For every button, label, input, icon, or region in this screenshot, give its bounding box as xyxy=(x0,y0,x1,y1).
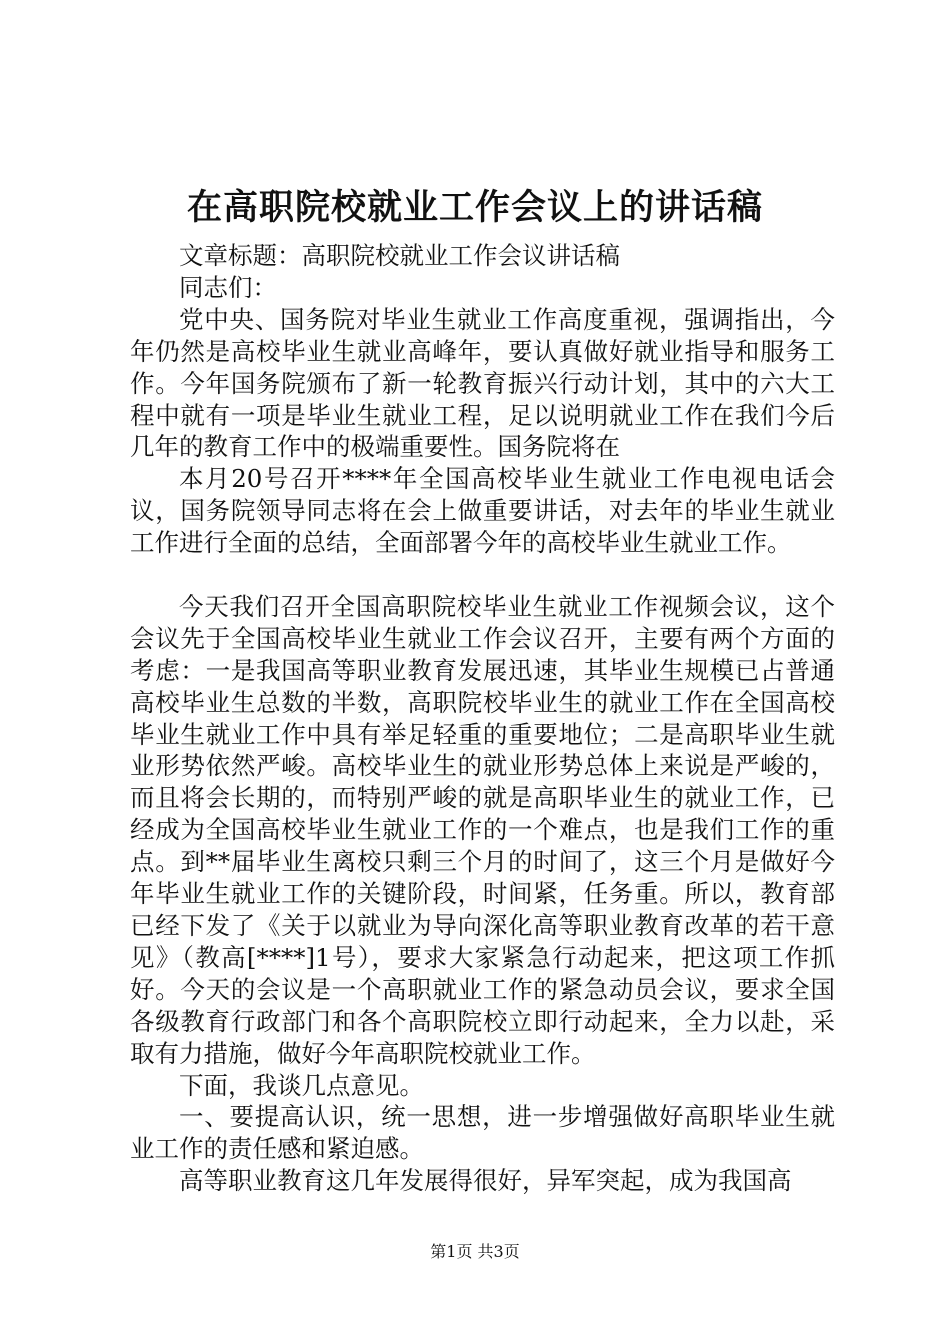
paragraph: 本月20号召开****年全国高校毕业生就业工作电视电话会议，国务院领导同志将在会上做重要讲话，对去年的毕业生就业工作进行全面的总结，全面部署今年的高校毕业生就业工作。 xyxy=(130,464,835,558)
salutation: 同志们： xyxy=(179,272,277,302)
paragraph: 高等职业教育这几年发展得很好，异军突起，成为我国高 xyxy=(179,1166,792,1196)
paragraph: 下面，我谈几点意见。 xyxy=(179,1070,424,1100)
paragraph: 今天我们召开全国高职院校毕业生就业工作视频会议，这个会议先于全国高校毕业生就业工作会议召开，主要有两个方面的考虑：一是我国高等职业教育发展迅速，其毕业生规模已占普通高校毕业生总数的半数，高职院校毕业生的就业工作在全国高校毕业生就业工作中具有举足轻重的重要地位；二是高职毕业生就业形势依然严峻。高校毕业生的就业形势总体上来说是严峻的，而且将会长期的，而特别严峻的就是高职毕业生的就业工作，已经成为全国高校毕业生就业工作的一个难点，也是我们工作的重点。到**届毕业生离校只剩三个月的时间了，这三个月是做好今年毕业生就业工作的关键阶段，时间紧，任务重。所以，教育部已经下发了《关于以就业为导向深化高等职业教育改革的若干意见》（教高[****]1号），要求大家紧急行动起来，把这项工作抓好。今天的会议是一个高职就业工作的紧急动员会议，要求全国各级教育行政部门和各个高职院校立即行动起来，全力以赴，采取有力措施，做好今年高职院校就业工作。 xyxy=(130,591,835,1068)
article-title-line: 文章标题：高职院校就业工作会议讲话稿 xyxy=(179,241,620,270)
document-title: 在高职院校就业工作会议上的讲话稿 xyxy=(186,187,763,228)
page-number-footer: 第1页 共3页 xyxy=(430,1242,520,1261)
section-heading: 一、要提高认识，统一思想，进一步增强做好高职毕业生就业工作的责任感和紧迫感。 xyxy=(130,1102,835,1164)
paragraph: 党中央、国务院对毕业生就业工作高度重视，强调指出，今年仍然是高校毕业生就业高峰年，要认真做好就业指导和服务工作。今年国务院颁布了新一轮教育振兴行动计划，其中的六大工程中就有一项是毕业生就业工程，足以说明就业工作在我们今后几年的教育工作中的极端重要性。国务院将在 xyxy=(130,304,835,462)
document-body xyxy=(130,240,835,1197)
